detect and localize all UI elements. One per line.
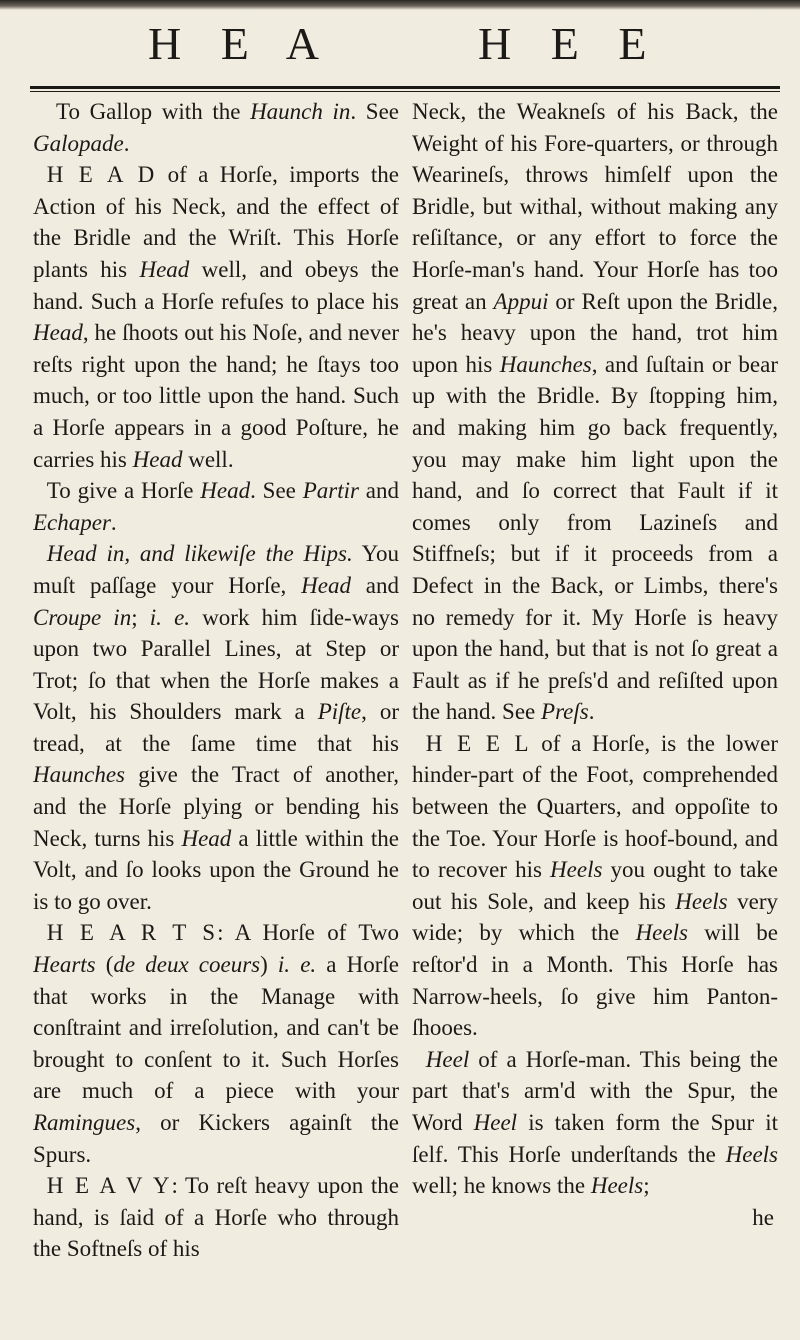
body-text: (	[95, 952, 114, 978]
entry-heel-horseman	[412, 1044, 778, 1202]
headword: H E E L	[425, 730, 531, 756]
entry-catchword	[412, 1202, 778, 1234]
italic-text: de deux coeurs	[113, 952, 261, 978]
italic-text: Heels	[675, 888, 728, 914]
italic-text: Heel	[473, 1110, 518, 1135]
italic-text: Head	[132, 446, 183, 472]
body-text: ;	[131, 604, 150, 630]
body-text: : To reſt heavy upon the hand, is ſaid of a Horſe who through the Softneſs of his	[33, 1173, 399, 1262]
body-text: well; he knows the	[412, 1173, 591, 1199]
italic-text: i. e.	[277, 952, 317, 978]
italic-text: Piſte	[317, 699, 362, 725]
italic-text: Partir	[302, 478, 359, 504]
body-text: To give a Horſe	[46, 478, 201, 504]
body-text: will be reſtor'd in a Month. This Horſe has Narrow-heels, ſo give him Panton-ſhooes.	[412, 920, 778, 1041]
body-text: very wide; by which the	[412, 888, 778, 946]
italic-text: i. e.	[149, 604, 191, 630]
body-text: or Reſt upon the Bridle, he's heavy upon the hand, trot him upon his	[412, 288, 778, 377]
entry-hearts	[33, 917, 399, 1170]
body-text: , and ſuſtain or bear up with the Bridle. By ſtopping him, and making him go back frequently, you may make him light upon the hand, and ſo correct that Fault if it comes only from Lazineſs and Stiffneſs; but if it proceeds from a Defect in the Back, or Limbs, there's no remedy for it. My Horſe is heavy upon the hand, but that is not ſo great a Fault as if he preſs'd and reſiſted upon the hand. See	[412, 351, 778, 725]
body-text: well, and obeys the hand. Such a Horſe refuſes to place his	[33, 256, 399, 314]
running-head-right: H E E	[478, 18, 661, 69]
body-text: .	[588, 699, 595, 725]
italic-text: Appui	[493, 288, 549, 314]
entry-give-head	[33, 475, 399, 538]
italic-text: Echaper	[33, 509, 111, 535]
italic-text: Head	[301, 572, 351, 598]
italic-text: Haunch in	[250, 99, 351, 124]
running-header	[0, 14, 800, 76]
italic-text: Haunches	[33, 762, 125, 788]
headword: H E A R T S	[46, 920, 218, 946]
body-text: To Gallop with the	[56, 99, 251, 124]
italic-text: Head	[181, 825, 232, 851]
body-text: of a Horſe, is the lower hinder-part of the Foot, comprehended between the Quarters, and oppoſite to the Toe. Your Horſe is hoof-bound, and to recover his	[412, 730, 778, 883]
entry-gallop	[33, 96, 399, 159]
entry-head	[33, 159, 399, 475]
body-text: : A Horſe of Two	[217, 920, 399, 946]
italic-text: Croupe in	[33, 604, 132, 630]
italic-text: Heels	[590, 1173, 644, 1199]
body-text: and	[350, 572, 399, 598]
right-column	[412, 96, 778, 1332]
headword: H E A D	[46, 162, 157, 188]
body-text: ;	[643, 1173, 650, 1199]
body-text: )	[260, 952, 278, 978]
body-text: well.	[182, 446, 234, 472]
running-head-left: H E A	[148, 18, 333, 69]
body-text: You muſt paſſage your Horſe,	[33, 541, 399, 598]
italic-text: Preſs	[541, 699, 589, 725]
body-text: .	[110, 509, 117, 535]
body-text: . See	[350, 99, 399, 124]
italic-text: Head in, and likewiſe the Hips.	[46, 541, 353, 567]
entry-heel	[412, 728, 778, 1044]
body-text: , he ſhoots out his Noſe, and never reſts right upon the hand; he ſtays too much, or too little upon the hand. Such a Horſe appears in a good Poſture, he carries his	[33, 320, 399, 472]
italic-text: Heel	[425, 1046, 470, 1072]
italic-text: Heels	[635, 920, 688, 946]
italic-text: Ramingues	[33, 1110, 136, 1135]
body-text: , or Kickers againſt the Spurs.	[33, 1110, 399, 1167]
body-text: Neck, the Weakneſs of his Back, the Weight of his Fore-quarters, or through Wearineſs, throws himſelf upon the Bridle, but withal, without making any reſiſtance, or any effort to force the Horſe-man's hand. Your Horſe has too great an	[412, 99, 778, 314]
body-text: of a Horſe-man. This being the part that's arm'd with the Spur, the Word	[412, 1046, 778, 1135]
body-text: work him ſide-ways upon two Parallel Lines, at Step or Trot; ſo that when the Horſe makes a Volt, his Shoulders mark a	[33, 604, 399, 725]
page-top-edge	[0, 0, 800, 10]
body-text: give the Tract of another, and the Horſe plying or bending his Neck, turns his	[33, 762, 399, 851]
body-text: and	[358, 478, 399, 504]
left-column	[33, 96, 399, 1332]
italic-text: Heels	[550, 857, 603, 883]
body-text: you ought to take out his Sole, and keep his	[412, 857, 778, 914]
italic-text: Haunches	[499, 351, 592, 377]
entry-heavy	[33, 1170, 399, 1265]
body-text: is taken form the Spur it ſelf. This Horſe underſtands the	[412, 1110, 778, 1167]
italic-text: Heels	[725, 1141, 778, 1167]
body-text: .	[123, 130, 130, 156]
body-text: . See	[250, 478, 303, 504]
italic-text: Head	[139, 256, 190, 282]
entry-head-in	[33, 538, 399, 917]
header-rule	[30, 86, 780, 92]
body-text: he	[752, 1204, 774, 1230]
body-text: a Horſe that works in the Manage with conſtraint and irreſolution, and can't be brought to conſent to it. Such Horſes are much of a piece with your	[33, 952, 399, 1104]
headword: H E A V Y	[46, 1173, 172, 1199]
body-text: a little within the Volt, and ſo looks upon the Ground he is to go over.	[33, 825, 399, 914]
italic-text: Galopade	[33, 130, 124, 156]
body-text: of a Horſe, imports the Action of his Neck, and the effect of the Bridle and the Wriſt. This Horſe plants his	[33, 162, 399, 282]
italic-text: Head	[200, 478, 251, 504]
entry-heavy-cont	[412, 96, 778, 728]
italic-text: Head	[33, 320, 83, 346]
body-text: , or tread, at the ſame time that his	[33, 699, 399, 756]
italic-text: Hearts	[33, 952, 96, 978]
